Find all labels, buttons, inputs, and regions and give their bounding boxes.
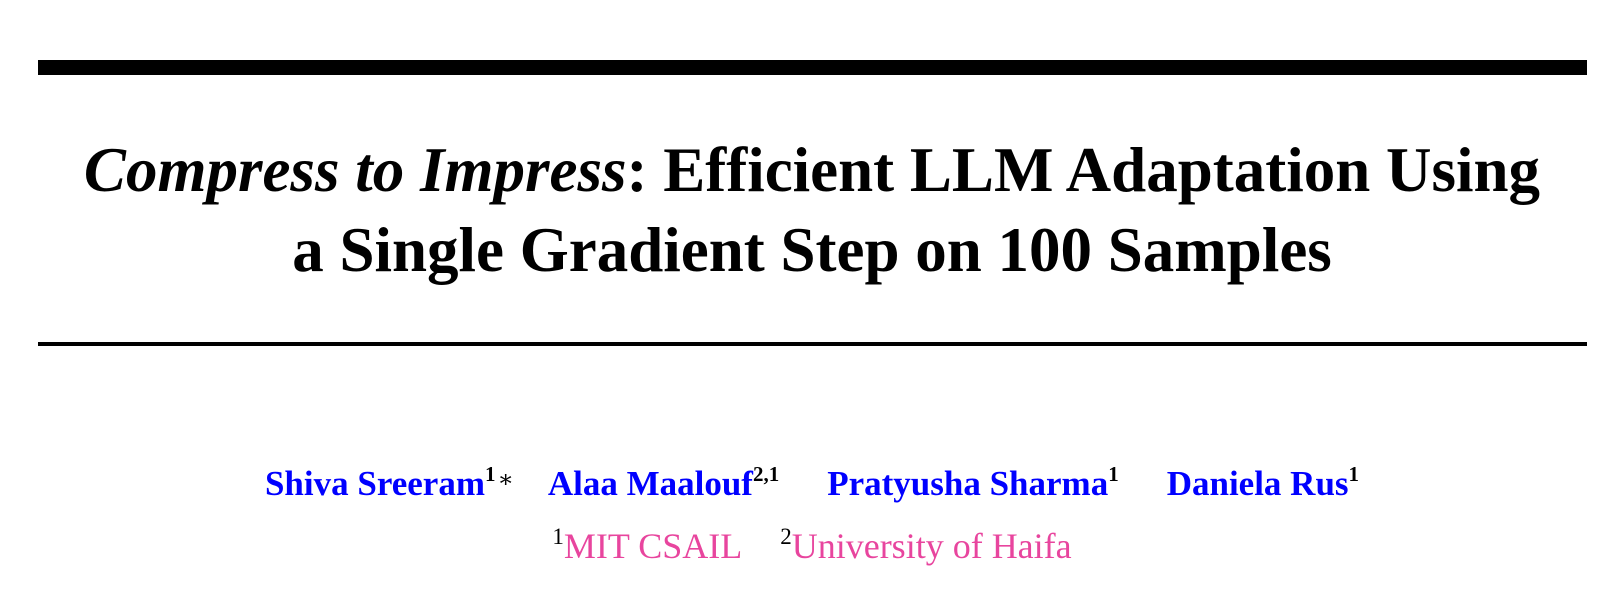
affiliation-mark: 2 [780, 524, 792, 549]
title-italic-part: Compress to Impress [83, 135, 627, 205]
author-affiliation-mark: 1 [1108, 462, 1119, 486]
author-affiliation-mark: 2,1 [752, 462, 780, 486]
affiliation-2 [780, 526, 1071, 566]
affiliation-name-link[interactable]: MIT CSAIL [563, 526, 743, 566]
author-3 [827, 452, 1119, 506]
paper-title [0, 130, 1624, 290]
title-line2: a Single Gradient Step on 100 Samples [292, 215, 1332, 285]
affiliation-list [0, 514, 1624, 569]
author-name-link[interactable]: Shiva Sreeram [264, 464, 485, 503]
top-rule [38, 60, 1587, 75]
author-note-mark: ∗ [497, 467, 514, 493]
affiliation-name-link[interactable]: University of Haifa [791, 526, 1072, 566]
author-2 [548, 452, 779, 506]
author-list [0, 452, 1624, 506]
affiliation-mark: 1 [552, 524, 564, 549]
author-affiliation-mark: 1 [1348, 462, 1360, 486]
author-name-link[interactable]: Daniela Rus [1166, 464, 1349, 503]
author-name-link[interactable]: Pratyusha Sharma [827, 464, 1109, 503]
author-1 [265, 452, 514, 506]
affiliation-1 [552, 526, 742, 566]
author-name-link[interactable]: Alaa Maalouf [547, 464, 753, 503]
title-rest-line1: : Efficient LLM Adaptation Using [626, 135, 1541, 205]
author-affiliation-mark: 1 [485, 462, 496, 486]
author-4 [1167, 452, 1359, 506]
bottom-rule [38, 342, 1587, 346]
